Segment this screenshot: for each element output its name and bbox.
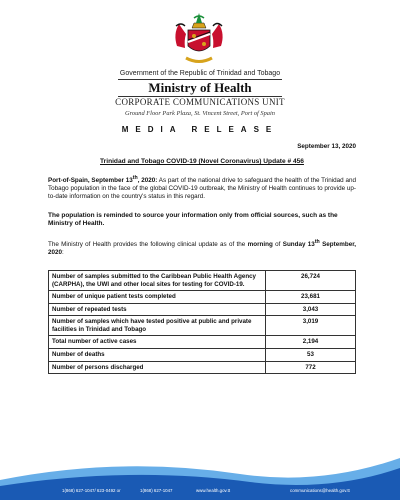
stat-value: 2,194 [266, 336, 356, 349]
update-day: Sunday 13 [282, 241, 315, 249]
footer-phone-1: 1(868) 627-1047/ 623-0492 or [62, 488, 121, 493]
stat-value: 772 [266, 361, 356, 374]
stat-value: 3,019 [266, 316, 356, 336]
table-row [49, 336, 356, 349]
footer-website: www.health.gov.tt [196, 488, 231, 493]
update-paragraph [48, 239, 356, 257]
stat-label: Number of samples submitted to the Caribbean Public Health Agency (CARPHA), the UWI and other local sites for testing for COVID-19. [49, 271, 266, 291]
clinical-update-table [48, 270, 356, 374]
stat-label: Number of unique patient tests completed [49, 291, 266, 304]
media-release-label: MEDIA RELEASE [121, 125, 279, 134]
table-row [49, 316, 356, 336]
coat-of-arms-emblem [168, 8, 230, 68]
stat-label: Total number of active cases [49, 336, 266, 349]
stat-value: 3,043 [266, 303, 356, 316]
stat-value: 23,681 [266, 291, 356, 304]
table-row [49, 271, 356, 291]
update-day-suffix: th [314, 239, 320, 245]
dateline-year: , 2020: [137, 177, 158, 185]
stat-label: Number of persons discharged [49, 361, 266, 374]
reminder-paragraph: The population is reminded to source your information only from official sources, such as the Ministry of Health. [48, 212, 338, 228]
table-row [49, 348, 356, 361]
stat-label: Number of repeated tests [49, 303, 266, 316]
stat-label: Number of deaths [49, 348, 266, 361]
stat-value: 26,724 [266, 271, 356, 291]
update-colon: : [62, 249, 64, 257]
ministry-name: Ministry of Health [148, 80, 252, 95]
update-morning: morning [247, 241, 273, 249]
government-line: Government of the Republic of Trinidad and Tobago [119, 70, 281, 77]
intro-text: As part of the national drive to safeguard the health of the Trinidad and Tobago population in the face of the global COVID-19 outbreak, the Ministry of Health continues to provide up-to-date information on the country's status in this regard. [48, 177, 356, 201]
release-date: September 13, 2020 [297, 143, 356, 150]
footer-email: communications@health.gov.tt [290, 488, 350, 493]
release-headline: Trinidad and Tobago COVID-19 (Novel Coronavirus) Update # 456 [100, 158, 304, 165]
dateline-suffix: th [132, 175, 138, 181]
update-text: The Ministry of Health provides the following clinical update as of the [48, 241, 246, 249]
address-line: Ground Floor Park Plaza, St. Vincent Street, Port of Spain [125, 110, 275, 117]
footer-phone-2: 1(868) 627-1047 [140, 488, 173, 493]
unit-name: CORPORATE COMMUNICATIONS UNIT [115, 97, 285, 107]
intro-paragraph [48, 175, 356, 201]
update-of: of [275, 241, 281, 249]
stat-label: Number of samples which have tested positive at public and private facilities in Trinidad and Tobago [49, 316, 266, 336]
stat-value: 53 [266, 348, 356, 361]
table-row [49, 291, 356, 304]
table-row [49, 303, 356, 316]
table-row [49, 361, 356, 374]
update-month-year: September, 2020 [48, 241, 357, 257]
dateline-place: Port-of-Spain, September 13 [48, 177, 133, 185]
